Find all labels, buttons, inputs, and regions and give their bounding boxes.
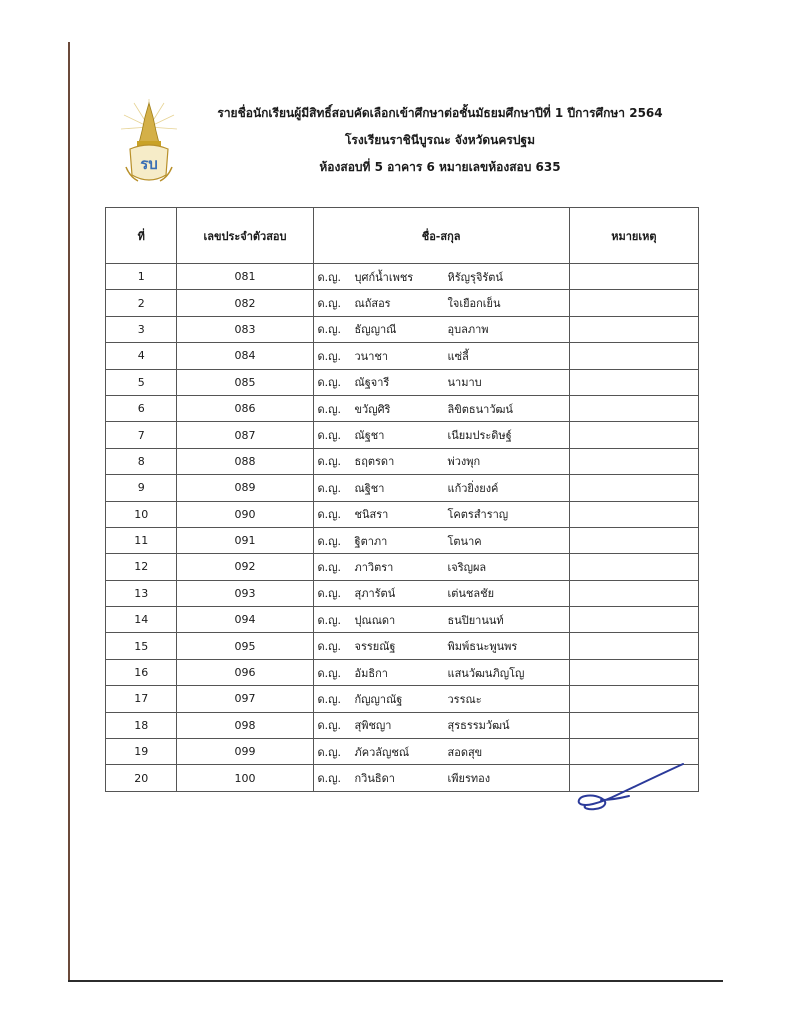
table-row: [106, 264, 699, 290]
row-number: 8: [106, 448, 177, 474]
student-name-cell: [313, 527, 569, 553]
student-name: [314, 268, 569, 286]
student-name: [314, 400, 569, 418]
last-name: เจริญผล: [447, 560, 487, 574]
first-name: ธัญญาณี: [354, 323, 397, 337]
exam-id: 082: [177, 290, 313, 316]
name-prefix: ด.ญ.: [317, 455, 342, 469]
remarks: [569, 369, 698, 395]
remarks: [569, 290, 698, 316]
row-number: 15: [106, 633, 177, 659]
first-name: ณฐิชา: [354, 481, 385, 495]
row-number: 7: [106, 422, 177, 448]
exam-id: 086: [177, 395, 313, 421]
first-name: ภัควลัญชณ์: [354, 745, 410, 759]
remarks: [569, 501, 698, 527]
remarks: [569, 712, 698, 738]
remarks: [569, 580, 698, 606]
last-name: นามาบ: [447, 376, 482, 390]
student-name: [314, 611, 569, 629]
name-prefix: ด.ญ.: [317, 560, 342, 574]
remarks: [569, 448, 698, 474]
student-name: [314, 664, 569, 682]
first-name: ธฤตรดา: [354, 455, 395, 469]
last-name: โตนาค: [447, 534, 482, 548]
row-number: 6: [106, 395, 177, 421]
name-prefix: ด.ญ.: [317, 297, 342, 311]
row-number: 4: [106, 343, 177, 369]
exam-id: 091: [177, 527, 313, 553]
student-name: [314, 452, 569, 470]
remarks: [569, 343, 698, 369]
student-name-cell: [313, 395, 569, 421]
table-row: [106, 369, 699, 395]
signature-mark: [571, 760, 686, 812]
row-number: 18: [106, 712, 177, 738]
first-name: กวินธิดา: [354, 772, 395, 786]
student-name: [314, 558, 569, 576]
student-name-cell: [313, 422, 569, 448]
exam-id: 098: [177, 712, 313, 738]
table-row: [106, 290, 699, 316]
student-roster-table: [105, 207, 699, 792]
student-name: [314, 584, 569, 602]
school-name: โรงเรียนราชินีบูรณะ จังหวัดนครปฐม: [344, 133, 536, 147]
first-name: กัญญาณัฐ: [354, 692, 403, 706]
name-prefix: ด.ญ.: [317, 429, 342, 443]
student-name-cell: [313, 580, 569, 606]
student-name: [314, 479, 569, 497]
name-prefix: ด.ญ.: [317, 692, 342, 706]
last-name: เต่นชลชัย: [447, 587, 495, 601]
first-name: ภาวิตรา: [354, 560, 394, 574]
first-name: ปุณณดา: [354, 613, 396, 627]
table-row: [106, 316, 699, 342]
school-emblem-icon: [120, 97, 178, 187]
table-row: [106, 501, 699, 527]
student-name-cell: [313, 264, 569, 290]
name-prefix: ด.ญ.: [317, 534, 342, 548]
student-name-cell: [313, 501, 569, 527]
exam-id: 095: [177, 633, 313, 659]
remarks: [569, 395, 698, 421]
page-edge-left: [68, 42, 70, 982]
exam-id: 081: [177, 264, 313, 290]
first-name: สุพิชญา: [354, 719, 392, 733]
exam-id: 084: [177, 343, 313, 369]
page-edge-bottom: [68, 980, 723, 982]
exam-id: 100: [177, 765, 313, 791]
name-prefix: ด.ญ.: [317, 640, 342, 654]
last-name: เพียรทอง: [447, 772, 491, 786]
last-name: แสนวัฒนภิญโญ: [447, 666, 525, 680]
first-name: บุศก์น้ำเพชร: [354, 270, 414, 284]
last-name: สุรธรรมวัฒน์: [447, 719, 510, 733]
student-name: [314, 637, 569, 655]
row-number: 20: [106, 765, 177, 791]
remarks: [569, 422, 698, 448]
student-name-cell: [313, 475, 569, 501]
emblem-monogram: รบ: [140, 155, 158, 173]
row-number: 3: [106, 316, 177, 342]
table-row: [106, 633, 699, 659]
table-row: [106, 475, 699, 501]
row-number: 9: [106, 475, 177, 501]
student-name: [314, 532, 569, 550]
student-name: [314, 743, 569, 761]
remarks: [569, 264, 698, 290]
remarks: [569, 316, 698, 342]
student-name-cell: [313, 316, 569, 342]
last-name: ธนปิยานนท์: [447, 613, 504, 627]
first-name: ณถัสอร: [354, 297, 391, 311]
exam-id: 083: [177, 316, 313, 342]
table-row: [106, 395, 699, 421]
exam-id: 087: [177, 422, 313, 448]
last-name: แซ่ลี้: [447, 349, 469, 363]
student-name-cell: [313, 712, 569, 738]
row-number: 1: [106, 264, 177, 290]
remarks: [569, 475, 698, 501]
student-name-cell: [313, 686, 569, 712]
student-name-cell: [313, 554, 569, 580]
last-name: ใจเยือกเย็น: [447, 297, 501, 311]
first-name: วนาชา: [354, 349, 389, 363]
exam-room-info: ห้องสอบที่ 5 อาคาร 6 หมายเลขห้องสอบ 635: [319, 160, 561, 174]
last-name: แก้วยิ่งยงค์: [447, 481, 499, 495]
name-prefix: ด.ญ.: [317, 349, 342, 363]
name-prefix: ด.ญ.: [317, 270, 342, 284]
table-row: [106, 554, 699, 580]
first-name: สุภารัตน์: [354, 587, 396, 601]
last-name: วรรณะ: [447, 692, 482, 706]
table-row: [106, 343, 699, 369]
last-name: พ่วงพุก: [447, 455, 481, 469]
student-name-cell: [313, 369, 569, 395]
student-name: [314, 505, 569, 523]
student-name: [314, 426, 569, 444]
student-name: [314, 320, 569, 338]
remarks: [569, 659, 698, 685]
table-row: [106, 527, 699, 553]
row-number: 16: [106, 659, 177, 685]
name-prefix: ด.ญ.: [317, 745, 342, 759]
exam-id: 092: [177, 554, 313, 580]
student-name-cell: [313, 290, 569, 316]
exam-id: 094: [177, 607, 313, 633]
last-name: โคตรสำราญ: [447, 508, 509, 522]
exam-id: 093: [177, 580, 313, 606]
name-prefix: ด.ญ.: [317, 481, 342, 495]
exam-id: 088: [177, 448, 313, 474]
name-prefix: ด.ญ.: [317, 323, 342, 337]
row-number: 14: [106, 607, 177, 633]
table-row: [106, 686, 699, 712]
table-row: [106, 580, 699, 606]
student-name: [314, 294, 569, 312]
exam-id: 097: [177, 686, 313, 712]
student-name: [314, 690, 569, 708]
row-number: 13: [106, 580, 177, 606]
first-name: จรรยณัฐ: [354, 640, 396, 654]
exam-id: 089: [177, 475, 313, 501]
first-name: ณัฐชา: [354, 429, 385, 443]
header-full-name: ชื่อ-สกุล: [313, 208, 569, 264]
student-name-cell: [313, 633, 569, 659]
student-name-cell: [313, 448, 569, 474]
row-number: 5: [106, 369, 177, 395]
exam-id: 085: [177, 369, 313, 395]
name-prefix: ด.ญ.: [317, 666, 342, 680]
table-body: [106, 264, 699, 792]
remarks: [569, 607, 698, 633]
name-prefix: ด.ญ.: [317, 402, 342, 416]
student-name: [314, 347, 569, 365]
name-prefix: ด.ญ.: [317, 508, 342, 522]
row-number: 19: [106, 739, 177, 765]
first-name: อัมธิกา: [354, 666, 388, 680]
name-prefix: ด.ญ.: [317, 376, 342, 390]
student-name-cell: [313, 739, 569, 765]
header-exam-id: เลขประจำตัวสอบ: [177, 208, 313, 264]
remarks: [569, 686, 698, 712]
first-name: ชนิสรา: [354, 508, 389, 522]
name-prefix: ด.ญ.: [317, 772, 342, 786]
exam-id: 096: [177, 659, 313, 685]
table-header-row: [106, 208, 699, 264]
first-name: ขวัญศิริ: [354, 402, 391, 416]
table-row: [106, 659, 699, 685]
last-name: หิรัญรุจิรัตน์: [447, 270, 503, 284]
student-name-cell: [313, 343, 569, 369]
table-row: [106, 448, 699, 474]
student-name: [314, 373, 569, 391]
student-name-cell: [313, 765, 569, 791]
name-prefix: ด.ญ.: [317, 719, 342, 733]
last-name: เนียมประดิษฐ์: [447, 429, 512, 443]
header-no: ที่: [106, 208, 177, 264]
header-remarks: หมายเหตุ: [569, 208, 698, 264]
document-title: รายชื่อนักเรียนผู้มีสิทธิ์สอบคัดเลือกเข้าศึกษาต่อชั้นมัธยมศึกษาปีที่ 1 ปีการศึกษา 2564: [217, 106, 663, 120]
name-prefix: ด.ญ.: [317, 587, 342, 601]
student-name-cell: [313, 607, 569, 633]
table-row: [106, 607, 699, 633]
remarks: [569, 554, 698, 580]
last-name: พิมพ์ธนะพูนพร: [447, 640, 518, 654]
row-number: 12: [106, 554, 177, 580]
row-number: 17: [106, 686, 177, 712]
last-name: อุบลภาพ: [447, 323, 489, 337]
student-name: [314, 769, 569, 787]
row-number: 11: [106, 527, 177, 553]
exam-id: 090: [177, 501, 313, 527]
exam-id: 099: [177, 739, 313, 765]
first-name: ณัฐจารี: [354, 376, 390, 390]
first-name: ฐิตาภา: [354, 534, 388, 548]
row-number: 10: [106, 501, 177, 527]
student-name-cell: [313, 659, 569, 685]
student-name: [314, 716, 569, 734]
row-number: 2: [106, 290, 177, 316]
last-name: ลิขิตธนาวัฒน์: [447, 402, 513, 416]
remarks: [569, 633, 698, 659]
table-row: [106, 712, 699, 738]
name-prefix: ด.ญ.: [317, 613, 342, 627]
table-row: [106, 422, 699, 448]
remarks: [569, 527, 698, 553]
document-header: [190, 100, 690, 181]
last-name: สอดสุข: [447, 745, 483, 759]
